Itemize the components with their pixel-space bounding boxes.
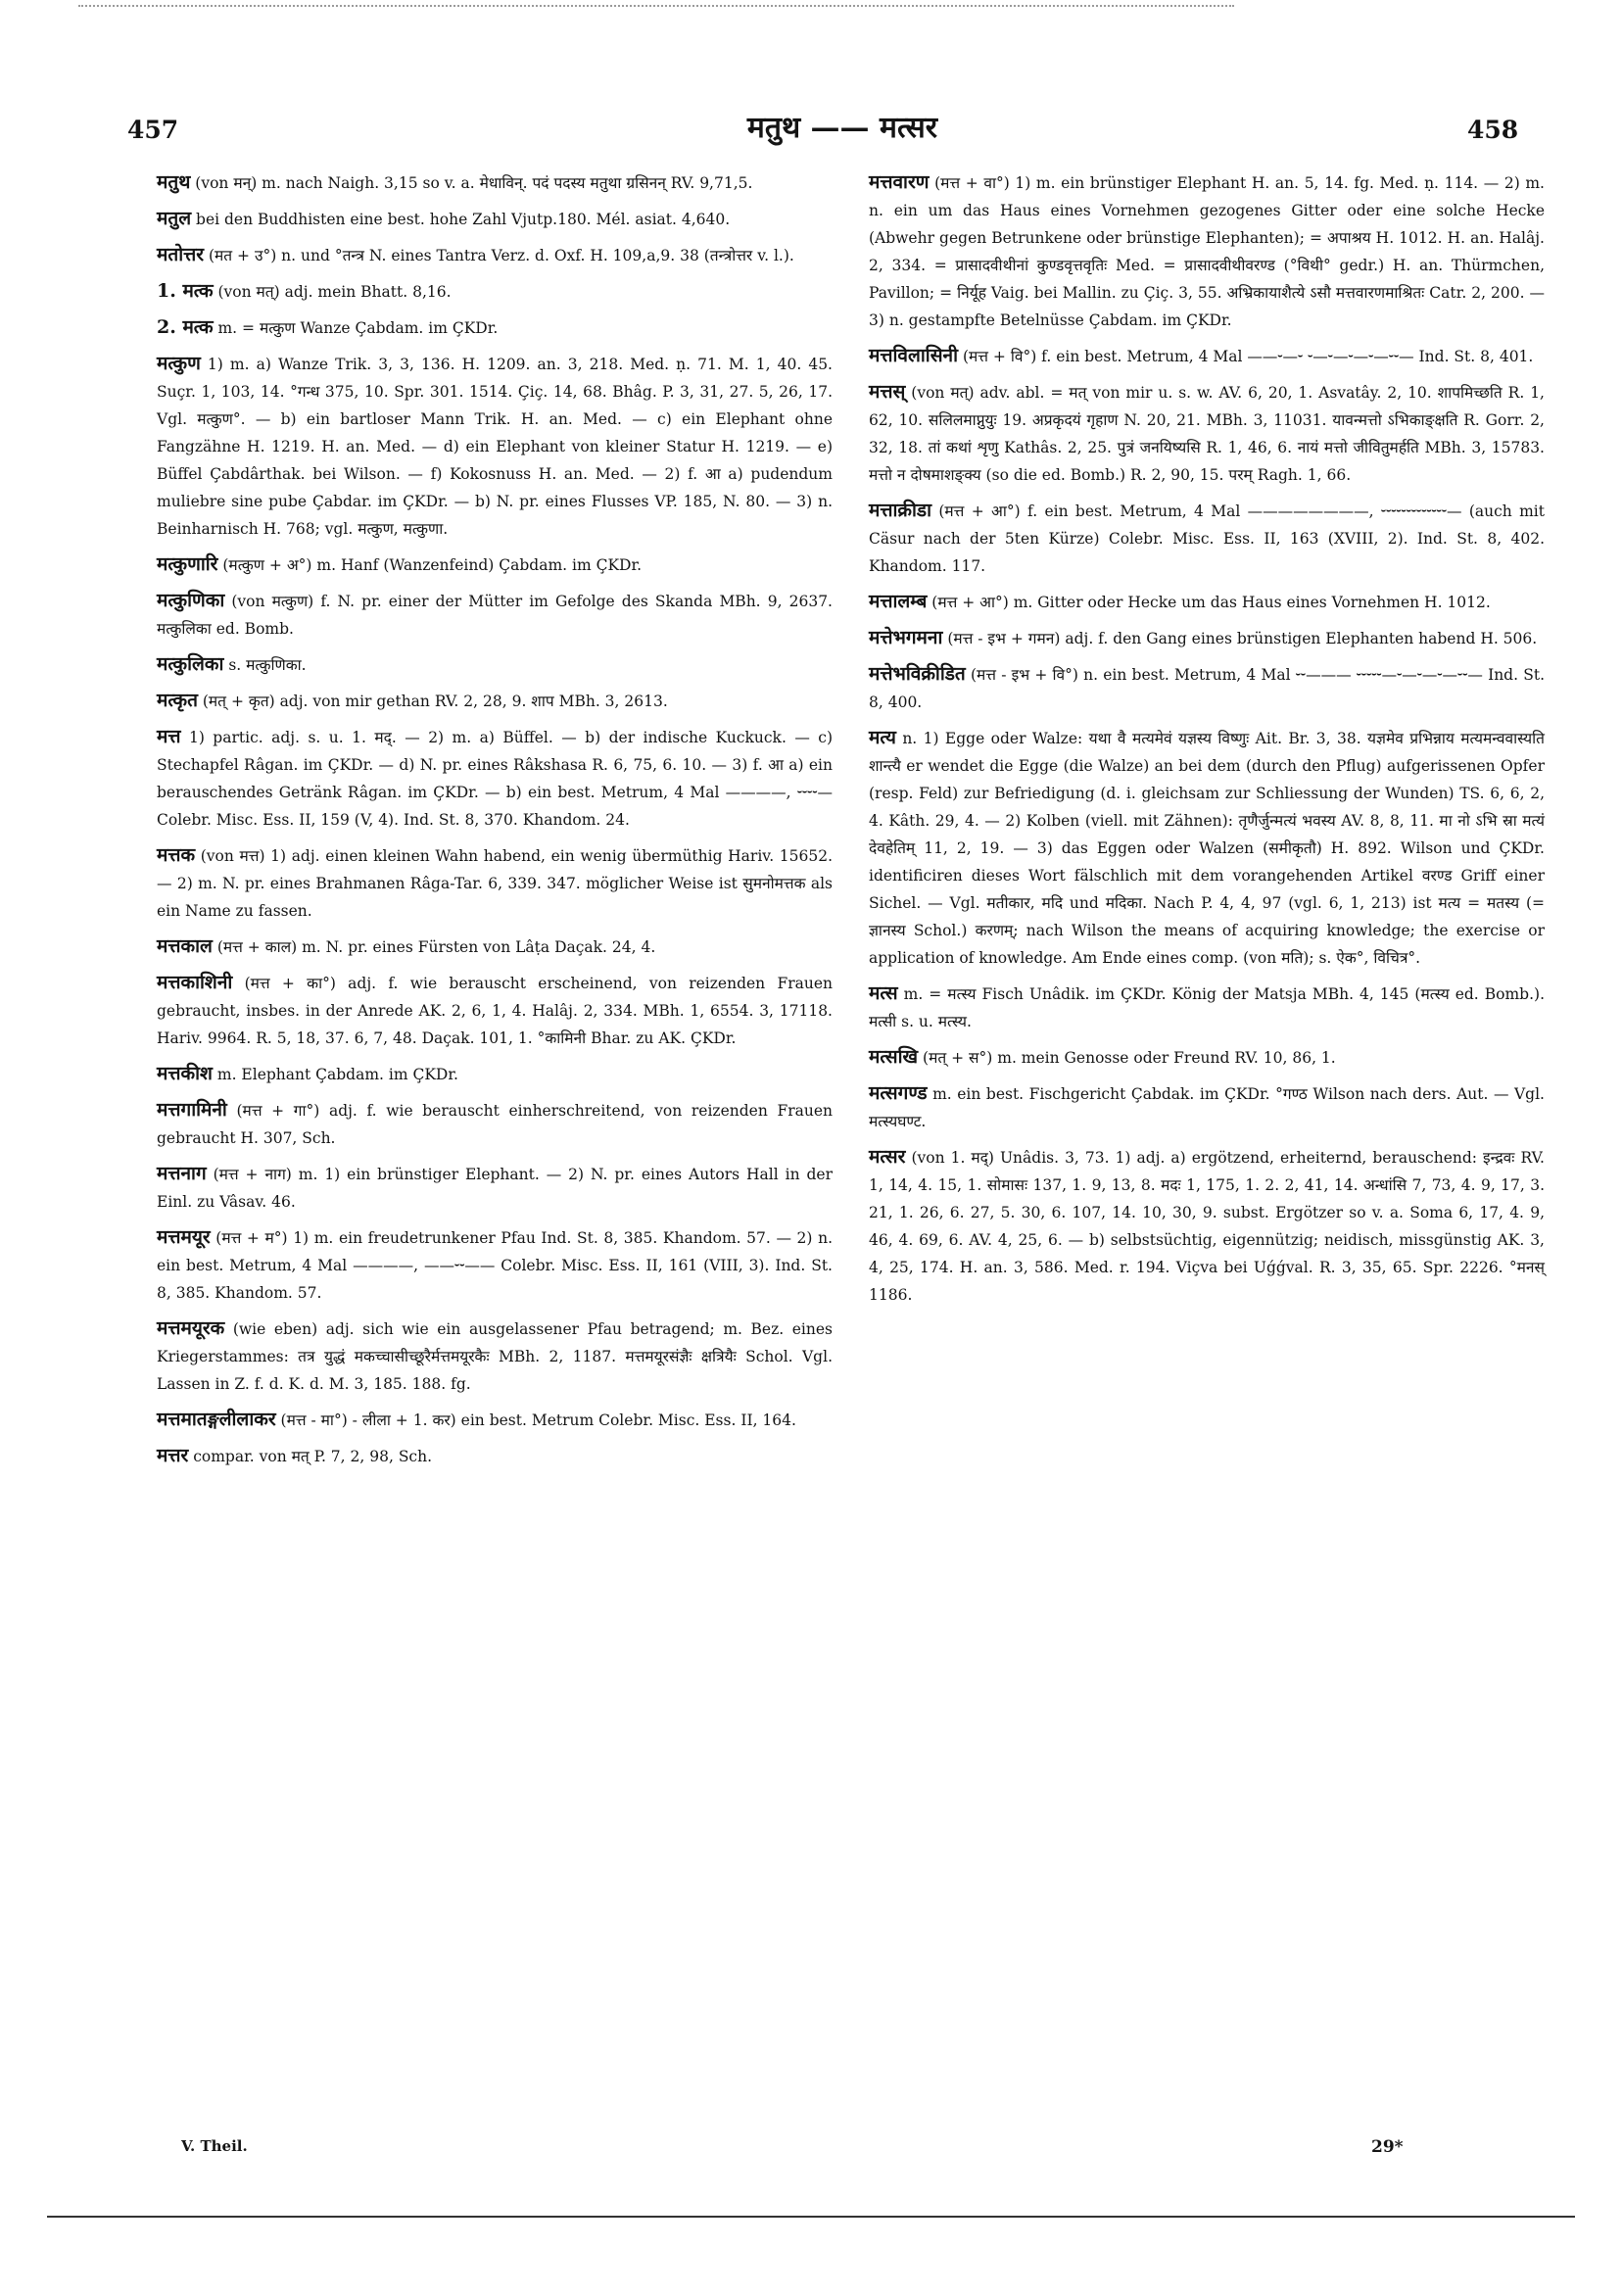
entry-headword: मतुथ (157, 171, 191, 193)
dictionary-entry (157, 933, 833, 961)
entry-text: (von मत्त) 1) adj. einen kleinen Wahn habend, ein wenig übermüthig Hariv. 15652. — 2) m. N. pr. eines Brahmanen Râga-Tar. 6, 339. 347. möglicher Weise ist सुमनोमत्तक als ein Name zu fassen. (157, 847, 833, 920)
entry-text: 1) partic. adj. s. u. 1. मद्. — 2) m. a) Büffel. — b) der indische Kuckuck. — c) Stechapfel Râgan. im ÇKDr. — d) N. pr. eines Râkshasa R. 6, 75, 6. 10. — 3) f. आ a) ein berauschendes Getränk Râgan. im ÇKDr. — b) ein best. Metrum, 4 Mal ————, ⏑⏑⏑⏑— Colebr. Misc. Ess. II, 159 (V, 4). Ind. St. 8, 370. Khandom. 24. (157, 729, 833, 829)
entry-text: (मत्त + का°) adj. f. wie berauscht erscheinend, von reizenden Frauen gebraucht, insbes. in der Anrede AK. 2, 6, 1, 4. Halâj. 2, 334. MBh. 1, 6554. 3, 17118. Hariv. 9964. R. 5, 18, 37. 6, 7, 48. Daçak. 101, 1. °कामिनी Bhar. zu AK. ÇKDr. (157, 975, 833, 1047)
entry-headword: मत्ताक्रीडा (869, 500, 932, 521)
dictionary-entry (869, 660, 1545, 716)
dictionary-entry (869, 168, 1545, 334)
entry-headword: मत्त (157, 726, 181, 747)
entry-headword: मत्तालम्ब (869, 591, 928, 612)
entry-headword: 1. मत्क (157, 280, 214, 302)
dictionary-entry (869, 1143, 1545, 1309)
dictionary-entry (157, 1442, 833, 1470)
entry-headword: मत्स (869, 982, 898, 1004)
dictionary-entry (157, 313, 833, 342)
right-page-number: 458 (1467, 116, 1519, 144)
entry-headword: मतुल (157, 208, 192, 229)
dictionary-entry (157, 723, 833, 834)
entry-text: (मत्त + आ°) f. ein best. Metrum, 4 Mal ————————, ⏑⏑⏑⏑⏑⏑⏑⏑⏑⏑⏑⏑⏑— (auch mit Cäsur nach der 5ten Kürze) Colebr. Misc. Ess. II, 163 (XVIII, 2). Ind. St. 8, 402. Khandom. 117. (869, 502, 1545, 575)
entry-headword: मत्सर (869, 1146, 906, 1168)
entry-text: (मत + उ°) n. und °तन्त्र N. eines Tantra Verz. d. Oxf. H. 109,a,9. 38 (तन्त्रोत्तर v. l.). (208, 247, 794, 264)
entry-headword: मत्तकाल (157, 935, 213, 957)
entry-text: n. 1) Egge oder Walze: यथा वै मत्यमेवं यज्ञस्य विष्णुः Ait. Br. 3, 38. यज्ञमेव प्रभिन्नाय मत्यमन्ववास्यति शान्त्यै er wendet die Egge (die Walze) an bei dem (durch den Pflug) aufgerissenen Opfer (resp. Feld) zur Befriedigung (d. i. gleichsam zur Schliessung der Wunden) TS. 6, 6, 2, 4. Kâth. 29, 4. — 2) Kolben (viell. mit Zähnen): तृणैर्जुन्मत्यं भवस्य AV. 8, 8, 11. मा नो ऽभि स्रा मत्यं देवहेतिम् 11, 2, 19. — 3) das Eggen oder Walzen (समीकृतौ) H. 892. Wilson und ÇKDr. identificiren dieses Wort fälschlich mit dem vorangehenden Artikel वरण्ड Griff einer Sichel. — Vgl. मतीकार, मदि und मदिका. Nach P. 4, 4, 97 (vgl. 6, 1, 213) ist मत्य = मतस्य (= ज्ञानस्य Schol.) करणम्; nach Wilson the means of acquiring knowledge; the exercise or application of knowledge. Am Ende eines comp. (von मति); s. ऐक°, विचित्र°. (869, 730, 1545, 967)
entry-text: (मत्त + आ°) m. Gitter oder Hecke um das Haus eines Vornehmen H. 1012. (931, 594, 1491, 611)
dictionary-entry (869, 588, 1545, 616)
entry-text: (मत्कुण + अ°) m. Hanf (Wanzenfeind) Çabdam. im ÇKDr. (222, 556, 643, 574)
entry-text: m. Elephant Çabdam. im ÇKDr. (216, 1066, 458, 1083)
entry-headword: मतोत्तर (157, 244, 205, 265)
top-dotted-edge (78, 5, 1234, 7)
entry-text: (मत्त + म°) 1) m. ein freudetrunkener Pfau Ind. St. 8, 385. Khandom. 57. — 2) n. ein best. Metrum, 4 Mal ————, ——⏑⏑—— Colebr. Misc. Ess. II, 161 (VIII, 3). Ind. St. 8, 385. Khandom. 57. (157, 1229, 833, 1302)
right-column (869, 168, 1545, 1316)
dictionary-entry (157, 205, 833, 233)
entry-text: (मत्त - इभ + वि°) n. ein best. Metrum, 4 Mal ⏑⏑——— ⏑⏑⏑⏑⏑—⏑—⏑—⏑—⏑⏑— Ind. St. 8, 400. (869, 666, 1545, 711)
dictionary-entry (157, 969, 833, 1052)
entry-headword: मत्सखि (869, 1046, 919, 1068)
bottom-rule (47, 2216, 1575, 2218)
entry-headword: मत्तगामिनी (157, 1099, 227, 1121)
volume-note: V. Theil. (181, 2137, 248, 2155)
entry-text: (मत्त - इभ + गमन) adj. f. den Gang eines brünstigen Elephanten habend H. 506. (947, 630, 1538, 647)
entry-headword: मत्तकाशिनी (157, 972, 233, 993)
dictionary-entry (869, 1079, 1545, 1135)
entry-headword: मत्तकीश (157, 1063, 213, 1084)
entry-text: bei den Buddhisten eine best. hohe Zahl Vjutp.180. Mél. asiat. 4,640. (196, 211, 731, 228)
dictionary-entry (157, 241, 833, 269)
dictionary-entry (869, 724, 1545, 972)
entry-headword: मत्तमातङ्गलीलाकर (157, 1409, 276, 1430)
entry-headword: मत्कुणारि (157, 553, 218, 575)
entry-headword: मत्तक (157, 844, 196, 866)
entry-text: (मत्त + गा°) adj. f. wie berauscht einherschreitend, von reizenden Frauen gebraucht H. 307, Sch. (157, 1102, 833, 1147)
entry-text: m. ein best. Fischgericht Çabdak. im ÇKDr. °गण्ठ Wilson nach ders. Aut. — Vgl. मत्स्यघण्ट. (869, 1085, 1545, 1130)
running-header: मतुथ —— मत्सर (746, 111, 938, 145)
entry-headword: मत्तनाग (157, 1163, 207, 1184)
entry-headword: मत्य (869, 727, 896, 748)
dictionary-entry (157, 550, 833, 579)
entry-text: (मत्त + काल) m. N. pr. eines Fürsten von Lâṭa Daçak. 24, 4. (216, 938, 656, 956)
dictionary-entry (157, 650, 833, 679)
dictionary-entry (157, 1160, 833, 1216)
dictionary-entry (157, 587, 833, 643)
entry-headword: मत्कृत (157, 690, 198, 711)
dictionary-entry (157, 350, 833, 543)
dictionary-entry (869, 980, 1545, 1035)
entry-headword: मत्सगण्ड (869, 1082, 928, 1104)
entry-text: (von मत्कुण) f. N. pr. einer der Mütter im Gefolge des Skanda MBh. 9, 2637. मत्कुलिका ed. Bomb. (157, 593, 833, 638)
entry-headword: 2. मत्क (157, 316, 214, 338)
entry-text: (मत् + स°) m. mein Genosse oder Freund RV. 10, 86, 1. (923, 1049, 1336, 1067)
entry-text: 1) m. a) Wanze Trik. 3, 3, 136. H. 1209. an. 3, 218. Med. ṇ. 71. M. 1, 40. 45. Suçr. 1, 103, 14. °गन्ध 375, 10. Spr. 301. 1514. Çiç. 14, 68. Bhâg. P. 3, 31, 27. 5, 26, 17. Vgl. मत्कुण°. — b) ein bartloser Mann Trik. H. an. Med. — c) ein Elephant ohne Fangzähne H. 1219. H. an. Med. — d) ein Elephant von kleiner Statur H. 1219. — e) Büffel Çabdârthak. bei Wilson. — f) Kokosnuss H. an. Med. — 2) f. आ a) pudendum muliebre sine pube Çabdar. im ÇKDr. — b) N. pr. eines Flusses VP. 185, N. 80. — 3) n. Beinharnisch H. 768; vgl. मत्कुण, मत्कुणा. (157, 356, 833, 538)
dictionary-entry (157, 1096, 833, 1152)
entry-text: m. = मत्स्य Fisch Unâdik. im ÇKDr. König der Matsja MBh. 4, 145 (मत्स्य ed. Bomb.). मत्सी s. u. मत्स्य. (869, 985, 1545, 1030)
entry-text: (मत्त + नाग) m. 1) ein brünstiger Elephant. — 2) N. pr. eines Autors Hall in der Einl. zu Vâsav. 46. (157, 1166, 833, 1211)
dictionary-entry (157, 277, 833, 306)
entry-headword: मत्कुलिका (157, 653, 224, 675)
dictionary-entry (157, 1060, 833, 1088)
entry-text: (मत्त + वि°) f. ein best. Metrum, 4 Mal ——⏑—⏑ ⏑—⏑—⏑—⏑—⏑⏑— Ind. St. 8, 401. (962, 348, 1534, 365)
dictionary-entry (869, 497, 1545, 580)
entry-headword: मत्तस् (869, 381, 906, 403)
dictionary-entry (157, 1315, 833, 1398)
entry-headword: मत्कुणिका (157, 590, 225, 611)
entry-text: (मत्त + वा°) 1) m. ein brünstiger Elephant H. an. 5, 14. fg. Med. ṇ. 114. — 2) m. n. ein um das Haus eines Vornehmen gezogenes Gitter oder eine solche Hecke (Abwehr gegen Betrunkene oder brünstige Elephanten); = अपाश्रय H. 1012. H. an. Halâj. 2, 334. = प्रासादवीथीनां कुण्डवृत्तवृतिः Med. = प्रासादवीथीवरण्ड (°विथी° gedr.) H. an. Thürmchen, Pavillon; = निर्यूह Vaig. bei Mallin. zu Çiç. 3, 55. अभ्रिकायाशैत्ये ऽसौ मत्तवारणमाश्रितः Catr. 2, 200. — 3) n. gestampfte Betelnüsse Çabdam. im ÇKDr. (869, 174, 1545, 329)
dictionary-entry (869, 624, 1545, 652)
dictionary-entry (869, 378, 1545, 489)
entry-text: (मत्त - मा°) - लीला + 1. कर) ein best. Metrum Colebr. Misc. Ess. II, 164. (280, 1411, 796, 1429)
dictionary-entry (157, 687, 833, 715)
entry-headword: मत्तर (157, 1445, 189, 1466)
entry-headword: मत्तमयूरक (157, 1317, 225, 1339)
entry-headword: मत्तेभविक्रीडित (869, 663, 966, 685)
left-column (157, 168, 833, 1478)
signature-mark: 29* (1371, 2137, 1404, 2157)
entry-headword: मत्तवारण (869, 171, 930, 193)
entry-text: compar. von मत् P. 7, 2, 98, Sch. (193, 1448, 433, 1465)
entry-headword: मत्कुण (157, 353, 201, 374)
entry-text: (wie eben) adj. sich wie ein ausgelassener Pfau betragend; m. Bez. eines Kriegerstammes: तत्र युद्धं मकच्चासीच्छूरैर्मत्तमयूरकैः MBh. 2, 1187. मत्तमयूरसंज्ञैः क्षत्रियैः Schol. Vgl. Lassen in Z. f. d. K. d. M. 3, 185. 188. fg. (157, 1320, 833, 1393)
dictionary-entry (157, 168, 833, 197)
entry-text: (von मत्) adj. mein Bhatt. 8,16. (217, 283, 452, 301)
entry-text: (von मत्) adv. abl. = मत् von mir u. s. w. AV. 6, 20, 1. Asvatây. 2, 10. शापमिच्छति R. 1, 62, 10. सलिलमाप्नुयुः 19. अप्रकृदयं गृहाण N. 20, 21. MBh. 3, 11031. यावन्मत्तो ऽभिकाङ्क्षति R. Gorr. 2, 32, 18. तां कथां शृणु Kathâs. 2, 25. पुत्रं जनयिष्यसि R. 1, 46, 6. नायं मत्तो जीवितुमर्हति MBh. 3, 15783. मत्तो न दोषमाशङ्क्य (so die ed. Bomb.) R. 2, 90, 15. परम् Ragh. 1, 66. (869, 384, 1545, 484)
entry-headword: मत्तविलासिनी (869, 345, 959, 366)
entry-text: (मत् + कृत) adj. von mir gethan RV. 2, 28, 9. शाप MBh. 3, 2613. (202, 693, 668, 710)
entry-headword: मत्तमयूर (157, 1226, 211, 1248)
dictionary-entry (869, 342, 1545, 370)
dictionary-entry (869, 1043, 1545, 1072)
entry-text: m. = मत्कुण Wanze Çabdam. im ÇKDr. (217, 319, 499, 337)
entry-text: s. मत्कुणिका. (228, 656, 307, 674)
entry-text: (von 1. मद्) Unâdis. 3, 73. 1) adj. a) ergötzend, erheiternd, berauschend: इन्द्रवः RV. 1, 14, 4. 15, 1. सोमासः 137, 1. 9, 13, 8. मदः 1, 175, 1. 2. 2, 41, 14. अन्धांसि 7, 73, 4. 9, 17, 3. 21, 1. 26, 6. 27, 5. 30, 6. 107, 14. 10, 30, 9. subst. Ergötzer so v. a. Soma 6, 17, 4. 9, 46, 4. 69, 6. AV. 4, 25, 6. — b) selbstsüchtig, eigennützig; neidisch, missgünstig AK. 3, 4, 25, 174. H. an. 3, 586. Med. r. 194. Viçva bei Uǵǵval. R. 3, 35, 65. Spr. 2226. °मनस् 1186. (869, 1149, 1545, 1304)
entry-headword: मत्तेभगमना (869, 627, 943, 648)
dictionary-entry (157, 1406, 833, 1434)
dictionary-entry (157, 841, 833, 925)
entry-text: (von मन्) m. nach Naigh. 3,15 so v. a. मेधाविन्. पदं पदस्य मतुथा ग्रसिनन् RV. 9,71,5. (195, 174, 753, 192)
dictionary-entry (157, 1223, 833, 1307)
left-page-number: 457 (127, 116, 179, 144)
